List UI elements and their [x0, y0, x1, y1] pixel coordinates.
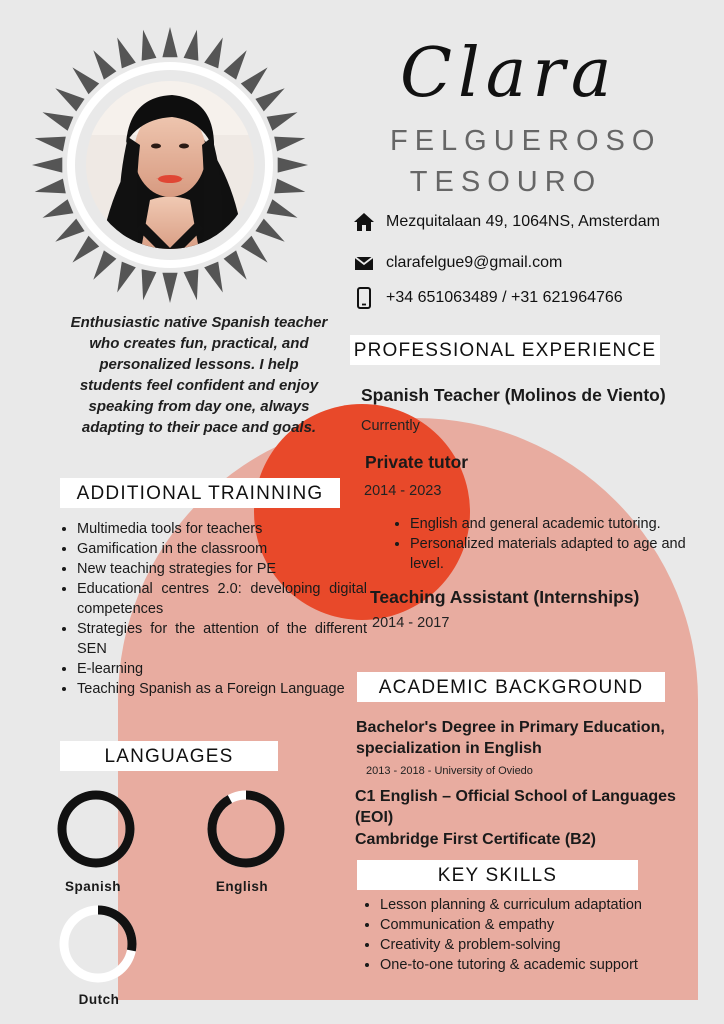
contact-phone [352, 286, 623, 310]
sun-ray [162, 27, 177, 57]
sun-ray [224, 250, 247, 279]
sun-ray [72, 236, 99, 263]
phone-icon [352, 286, 376, 310]
sun-ray [35, 137, 66, 152]
list-item: • Strategies for the attention of the different SEN [77, 619, 367, 659]
sun-ray [55, 219, 84, 242]
language-level-arc [62, 795, 130, 863]
section-heading-skills: KEY SKILLS [357, 860, 638, 890]
job-bullets [392, 514, 720, 574]
degree-title: Bachelor's Degree in Primary Education, specialization in English [356, 719, 665, 757]
sun-ray [93, 250, 116, 279]
list-item: • One-to-one tutoring & academic support [380, 955, 672, 975]
list-item: • E-learning [77, 659, 367, 679]
sun-ray [278, 157, 308, 172]
list-item: • Multimedia tools for teachers [77, 519, 367, 539]
sun-ray [241, 236, 268, 263]
sun-ray [255, 219, 284, 242]
sun-ray [184, 269, 199, 300]
profile-summary: Enthusiastic native Spanish teacher who creates fun, practical, and personalized lessons. I help students feel confident and enjoy speaking from day one, always adapting to their pace and goals. [70, 314, 328, 436]
address-text: Mezquitalaan 49, 1064NS, Amsterdam [386, 213, 660, 230]
sun-ray [274, 179, 305, 194]
sun-ray [184, 30, 199, 61]
sun-ray [32, 157, 62, 172]
profile-photo-frame [30, 25, 310, 305]
list-item: • Communication & empathy [380, 915, 672, 935]
job-title: Teaching Assistant (Internships) [370, 587, 640, 607]
skills-list [362, 895, 672, 975]
job-dates: Currently [361, 418, 420, 434]
sun-ray [241, 67, 268, 94]
sun-ray [267, 112, 298, 131]
sun-ray [204, 38, 223, 69]
job-dates: 2014 - 2017 [372, 615, 450, 631]
sun-ray [43, 112, 74, 131]
mail-icon [352, 251, 376, 275]
contact-email [352, 251, 562, 275]
first-name: Clara [400, 34, 618, 113]
language-ring-english [205, 788, 287, 870]
list-item: • Personalized materials adapted to age and level. [410, 534, 720, 574]
list-item: • Teaching Spanish as a Foreign Language [77, 679, 367, 699]
degree-meta: 2013 - 2018 - University of Oviedo [366, 765, 533, 777]
sun-ray [117, 38, 136, 69]
job-title: Private tutor [365, 452, 469, 472]
section-heading-languages: LANGUAGES [60, 741, 278, 771]
language-level-arc [212, 795, 280, 863]
language-name: Dutch [78, 992, 120, 1007]
job-dates: 2014 - 2023 [364, 483, 442, 499]
contact-address [352, 210, 660, 234]
language-name: Spanish [64, 879, 121, 894]
last-name-line-2: TESOURO [409, 166, 603, 198]
section-heading-training: ADDITIONAL TRAINNING [60, 478, 340, 508]
sun-ray [142, 269, 157, 300]
sun-ray [162, 273, 177, 303]
certificate-cambridge: Cambridge First Certificate (B2) [355, 831, 596, 848]
language-name: English [215, 879, 269, 894]
sun-ray [267, 199, 298, 218]
sun-ray [93, 50, 116, 79]
sun-ray [35, 179, 66, 194]
job-title: Spanish Teacher (Molinos de Viento) [361, 385, 666, 405]
sun-ray [142, 30, 157, 61]
sun-ray [274, 137, 305, 152]
last-name-line-1: FELGUEROSO [390, 125, 662, 157]
sun-ray [204, 262, 223, 293]
list-item: • English and general academic tutoring. [410, 514, 720, 534]
sun-ray [224, 50, 247, 79]
sun-rays-frame [30, 25, 310, 305]
list-item: • Educational centres 2.0: developing digital competences [77, 579, 367, 619]
sun-ray [255, 88, 284, 111]
section-heading-experience: PROFESSIONAL EXPERIENCE [350, 335, 660, 365]
language-ring-spanish [55, 788, 137, 870]
list-item: • Lesson planning & curriculum adaptation [380, 895, 672, 915]
sun-ray [117, 262, 136, 293]
email-text[interactable]: clarafelgue9@gmail.com [386, 254, 563, 271]
list-item: • Creativity & problem-solving [380, 935, 672, 955]
section-heading-academic: ACADEMIC BACKGROUND [357, 672, 665, 702]
phone-text[interactable]: +34 651063489 / +31 621964766 [386, 289, 623, 306]
list-item: • New teaching strategies for PE [77, 559, 367, 579]
sun-ray [43, 199, 74, 218]
list-item: • Gamification in the classroom [77, 539, 367, 559]
certificate-c1: C1 English – Official School of Languages (EOI) [355, 788, 676, 826]
sun-ray [72, 67, 99, 94]
training-list [59, 519, 367, 699]
home-icon [352, 210, 376, 234]
sun-ray [55, 88, 84, 111]
language-ring-dutch [57, 903, 139, 985]
